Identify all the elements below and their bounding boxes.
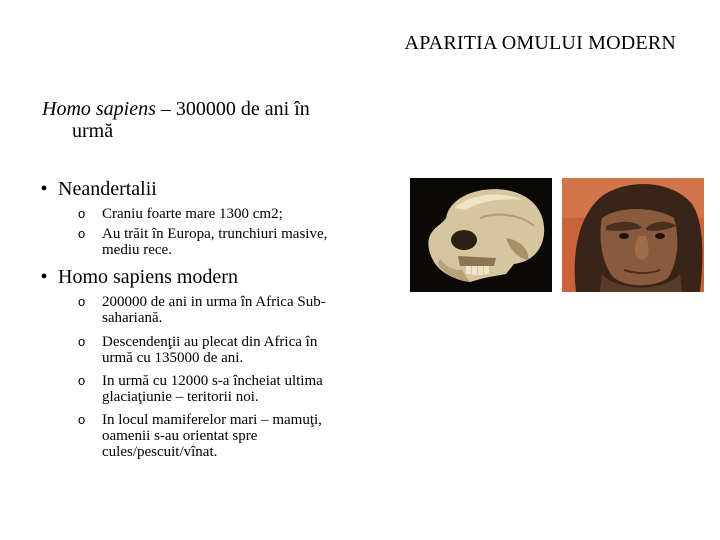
sub-bullet: o: [78, 373, 86, 388]
species-name: Homo sapiens: [42, 98, 156, 120]
intro-continuation: urmă: [72, 120, 114, 142]
sub-item: [78, 226, 378, 258]
sub-bullet: o: [78, 226, 86, 241]
sub-item: [78, 294, 378, 326]
sub-item-line: sahariană.: [102, 310, 163, 326]
sub-bullet: o: [78, 334, 86, 349]
skull-image: [410, 178, 552, 292]
bullet-label: Homo sapiens modern: [58, 266, 238, 288]
bullet-homo-sapiens: [30, 266, 390, 288]
slide-title: APARITIA OMULUI MODERN: [404, 32, 676, 54]
sub-item-line: mediu rece.: [102, 242, 172, 258]
sub-item: [78, 206, 378, 222]
intro-text: – 300000 de ani în: [155, 98, 310, 120]
sub-bullet: o: [78, 294, 86, 309]
sub-item-line: In locul mamiferelor mari – mamuţi,: [102, 412, 322, 428]
bullet-label: Neandertalii: [58, 178, 157, 200]
sub-item-line: 200000 de ani in urma în Africa Sub-: [102, 294, 326, 310]
neanderthal-image: [562, 178, 704, 292]
intro-heading: [42, 98, 402, 142]
bullet-dot: •: [40, 266, 48, 288]
sub-item-line: glaciaţiunie – teritorii noi.: [102, 389, 259, 405]
bullet-dot: •: [40, 178, 48, 200]
sub-item-line: Descendenţii au plecat din Africa în: [102, 334, 318, 350]
sub-item-line: urmă cu 135000 de ani.: [102, 350, 244, 366]
sub-item-line: Craniu foarte mare 1300 cm2;: [102, 206, 283, 222]
sub-item: [78, 412, 378, 460]
sub-item: [78, 373, 378, 405]
sub-item-line: Au trăit în Europa, trunchiuri masive,: [102, 226, 328, 242]
sub-item-line: cules/pescuit/vînat.: [102, 444, 218, 460]
sub-bullet: o: [78, 206, 86, 221]
sub-item: [78, 334, 378, 366]
sub-item-line: oamenii s-au orientat spre: [102, 428, 258, 444]
sub-bullet: o: [78, 412, 86, 427]
bullet-neandertalii: [30, 178, 390, 200]
sub-item-line: In urmă cu 12000 s-a încheiat ultima: [102, 373, 323, 389]
